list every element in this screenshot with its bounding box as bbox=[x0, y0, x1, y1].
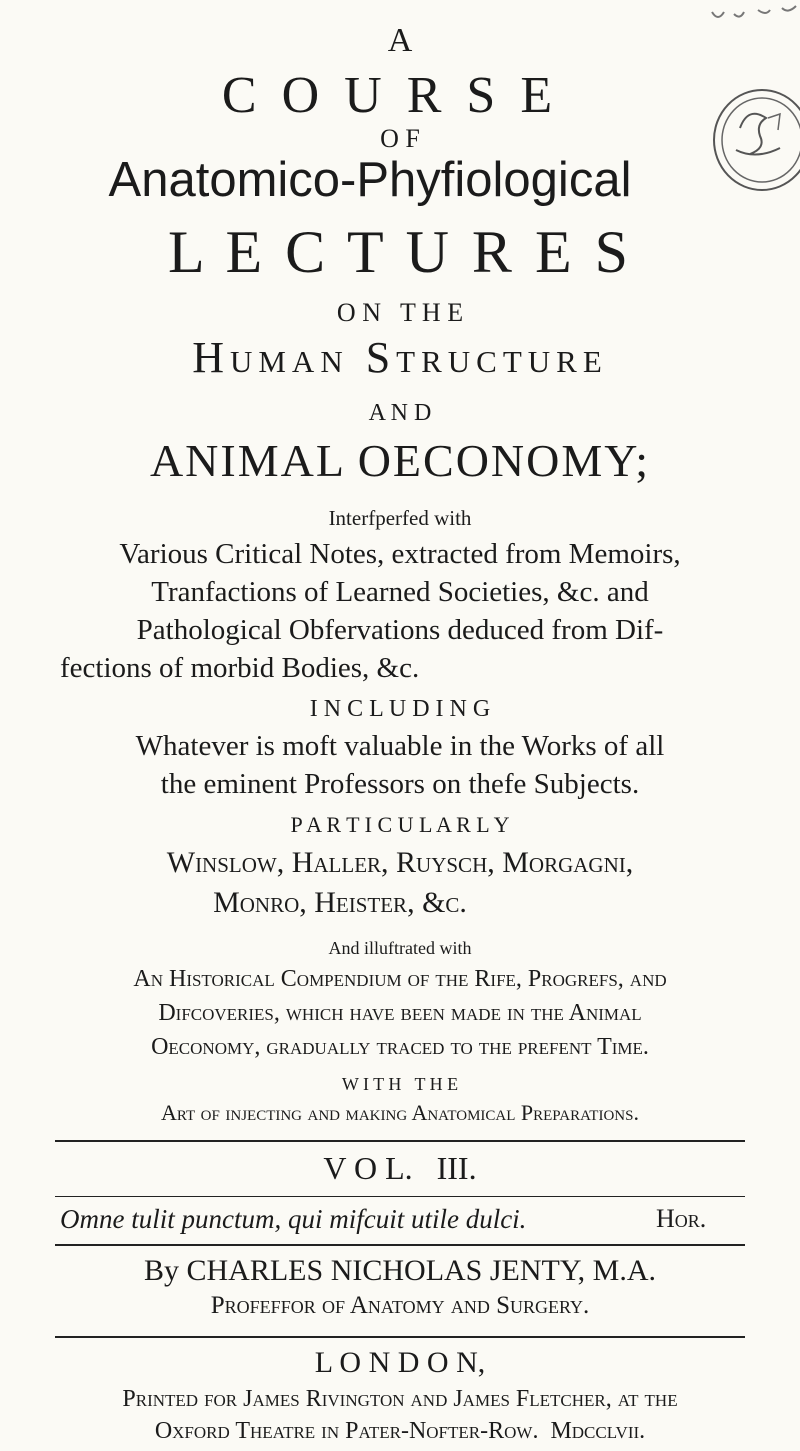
title-of: O F bbox=[380, 124, 420, 153]
interspersed-label: Interfperfed with bbox=[328, 506, 472, 530]
compendium-line-3: Oeconomy, gradually traced to the prefent Time. bbox=[151, 1034, 649, 1060]
particularly-label: P A R T I C U L A R L Y bbox=[290, 812, 510, 837]
art-line: Art of injecting and making Anatomical Preparations. bbox=[161, 1100, 639, 1125]
title-subject: Anatomico-Phyfiological bbox=[108, 153, 632, 207]
with-the-label: W I T H T H E bbox=[341, 1074, 459, 1094]
illustrated-label: And illuftrated with bbox=[328, 938, 472, 958]
works-line-2: the eminent Professors on thefe Subjects. bbox=[160, 768, 640, 800]
rule-middle bbox=[55, 1196, 745, 1197]
imprint-city: L O N D O N, bbox=[314, 1346, 486, 1379]
rule-top bbox=[55, 1140, 745, 1142]
authors-line-1: Winslow, Haller, Ruysch, Morgagni, bbox=[166, 846, 634, 879]
notes-line-4: fections of morbid Bodies, &c. bbox=[60, 652, 420, 684]
compendium-line-2: Difcoveries, which have been made in the Animal bbox=[158, 1000, 642, 1026]
title-lectures: L E C T U R E S bbox=[168, 219, 632, 285]
author-line: By CHARLES NICHOLAS JENTY, M.A. bbox=[144, 1254, 656, 1287]
including-label: I N C L U D I N G bbox=[309, 696, 491, 722]
compendium-line-1: An Historical Compendium of the Rife, Progrefs, and bbox=[133, 966, 667, 992]
volume-label: V O L. III. bbox=[323, 1150, 477, 1186]
rule-bottom bbox=[55, 1336, 745, 1338]
title-human-structure: Human Structure bbox=[192, 333, 608, 382]
author-title: Profeffor of Anatomy and Surgery. bbox=[210, 1292, 590, 1319]
imprint-place: Oxford Theatre in Pater-Nofter-Row. Mdcclvii. bbox=[154, 1418, 646, 1444]
title-course: C O U R S E bbox=[221, 67, 559, 124]
notes-line-3: Pathological Obfervations deduced from Dif- bbox=[136, 614, 664, 646]
motto-text: Omne tulit punctum, qui mifcuit utile dulci. bbox=[60, 1204, 527, 1234]
title-article: A bbox=[387, 22, 413, 59]
notes-line-1: Various Critical Notes, extracted from Memoirs, bbox=[119, 538, 681, 570]
title-on-the: O N T H E bbox=[336, 298, 464, 327]
title-and: A N D bbox=[368, 400, 432, 426]
authors-line-2: Monro, Heister, &c. bbox=[213, 886, 467, 919]
notes-line-2: Tranfactions of Learned Societies, &c. and bbox=[151, 576, 649, 608]
motto-source: Hor. bbox=[656, 1204, 707, 1233]
works-line-1: Whatever is moft valuable in the Works of all bbox=[135, 730, 665, 762]
title-animal-oeconomy: ANIMAL OECONOMY; bbox=[149, 435, 651, 486]
imprint-printed: Printed for James Rivington and James Fletcher, at the bbox=[122, 1386, 678, 1412]
rule-motto bbox=[55, 1244, 745, 1246]
